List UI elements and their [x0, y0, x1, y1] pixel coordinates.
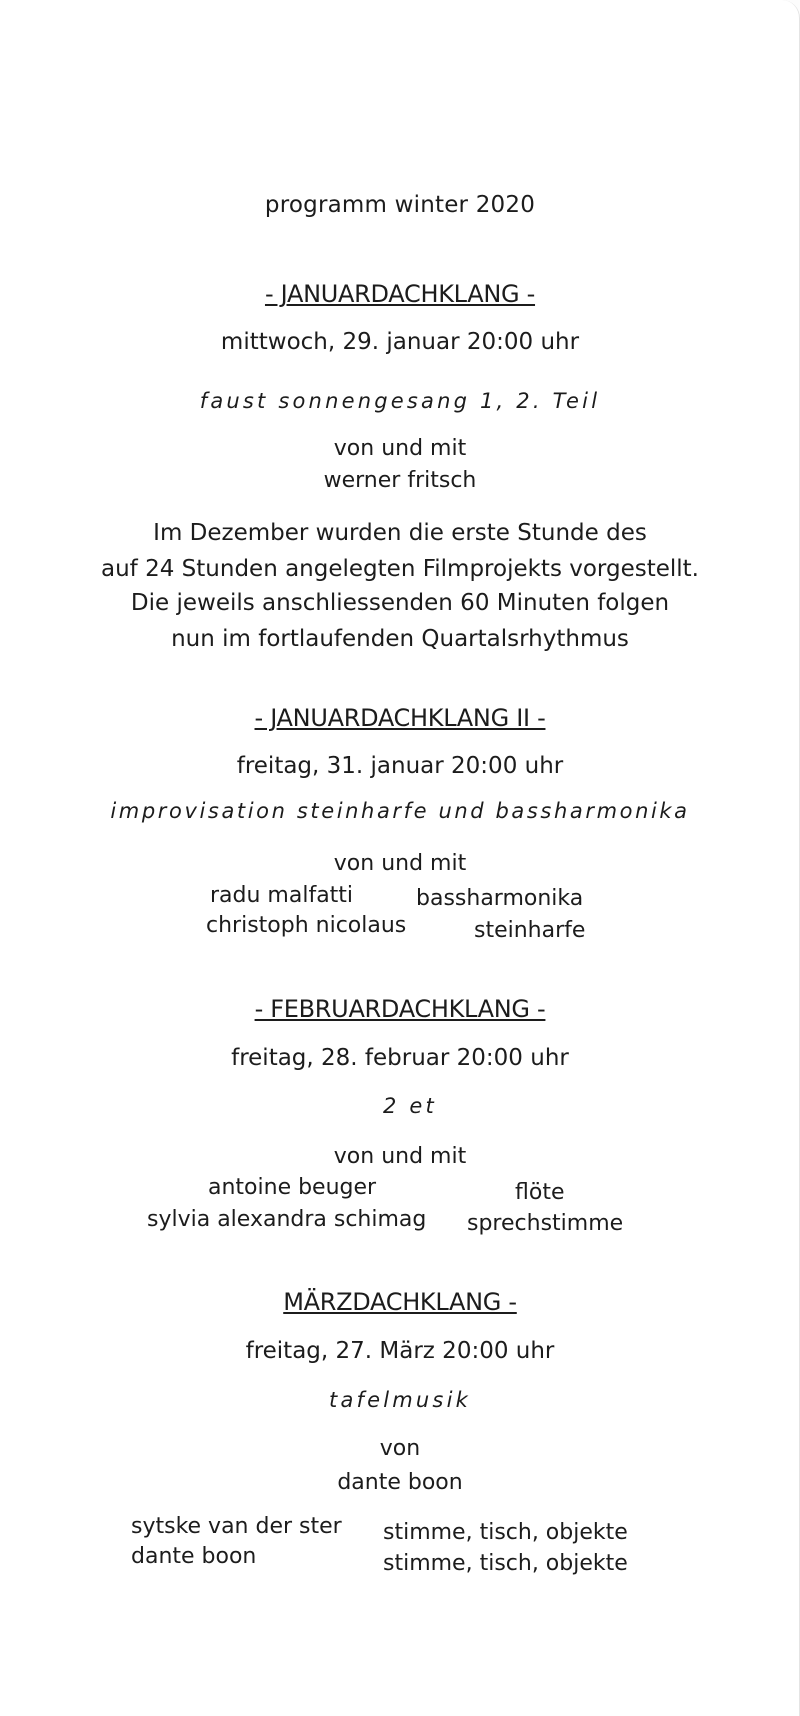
event-4-credit-name: dante boon	[337, 1470, 463, 1495]
event-4-work-title: tafelmusik	[329, 1388, 471, 1412]
event-3-performer-name: sylvia alexandra schimag	[147, 1207, 427, 1232]
event-4-performer-name: dante boon	[131, 1544, 257, 1569]
event-2-performer-role: steinharfe	[474, 918, 586, 943]
event-1-description-line: Im Dezember wurden die erste Stunde des	[153, 520, 647, 546]
event-3-performer-name: antoine beuger	[208, 1175, 377, 1200]
event-1-credit-intro: von und mit	[333, 436, 467, 461]
event-1-credit-name: werner fritsch	[323, 468, 477, 493]
event-3-performer-role: sprechstimme	[467, 1211, 624, 1236]
event-1-work-title: faust sonnengesang 1, 2. Teil	[199, 389, 601, 413]
event-1-description-line: auf 24 Stunden angelegten Filmprojekts vorgestellt.	[101, 556, 699, 582]
event-4-performer-name: sytske van der ster	[131, 1514, 342, 1539]
event-2-performer-name: radu malfatti	[210, 883, 354, 908]
program-title: programm winter 2020	[264, 192, 536, 218]
event-1-description-line: nun im fortlaufenden Quartalsrhythmus	[171, 626, 629, 652]
event-3-heading: - FEBRUARDACHKLANG -	[254, 995, 546, 1023]
event-4-date: freitag, 27. März 20:00 uhr	[245, 1338, 555, 1364]
event-1-description-line: Die jeweils anschliessenden 60 Minuten folgen	[130, 590, 670, 616]
event-3-date: freitag, 28. februar 20:00 uhr	[231, 1045, 569, 1071]
event-2-performer-name: christoph nicolaus	[206, 913, 407, 938]
event-2-credit-intro: von und mit	[333, 851, 467, 876]
event-1-heading: - JANUARDACHKLANG -	[264, 280, 536, 308]
event-3-credit-intro: von und mit	[333, 1144, 467, 1169]
event-4-performer-role: stimme, tisch, objekte	[383, 1520, 628, 1545]
event-3-performer-role: flöte	[515, 1180, 565, 1205]
event-2-heading: - JANUARDACHKLANG II -	[254, 704, 546, 732]
event-4-performer-role: stimme, tisch, objekte	[383, 1551, 628, 1576]
event-4-heading: MÄRZDACHKLANG -	[283, 1288, 517, 1316]
event-2-work-title: improvisation steinharfe und bassharmonika	[110, 799, 690, 823]
event-2-date: freitag, 31. januar 20:00 uhr	[236, 753, 564, 779]
event-1-date: mittwoch, 29. januar 20:00 uhr	[220, 329, 580, 355]
event-4-credit-intro: von	[379, 1436, 421, 1461]
event-2-performer-role: bassharmonika	[416, 886, 584, 911]
event-3-work-title: 2 et	[383, 1094, 437, 1118]
